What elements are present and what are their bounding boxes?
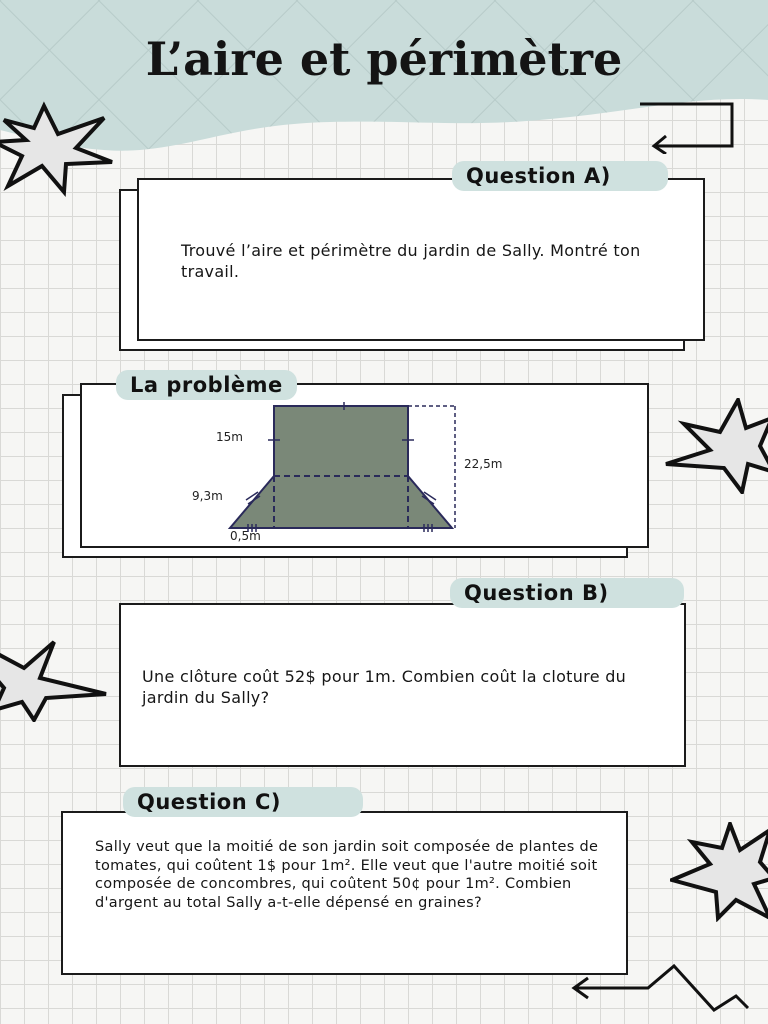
garden-diagram [180,400,540,546]
probleme-label: La problème [116,370,297,400]
starburst-icon [670,822,768,922]
question-a-label: Question A) [452,161,668,191]
starburst-icon [0,100,124,200]
page-title: L’aire et périmètre [145,32,623,86]
question-b-label: Question B) [450,578,684,608]
label-slant: 9,3m [192,489,223,503]
starburst-icon [0,638,112,722]
garden-shape [230,406,452,528]
question-b-text: Une clôture coût 52$ pour 1m. Combien coût la cloture du jardin du Sally? [142,667,627,707]
label-height: 22,5m [464,457,503,471]
question-c-label: Question C) [123,787,363,817]
starburst-icon [664,398,768,494]
label-bottom-offset: 0,5m [230,529,261,543]
label-top-side: 15m [216,430,243,444]
question-c-text: Sally veut que la moitié de son jardin soit composée de plantes de tomates, qui coûtent 1$ pour 1m². Elle veut que l'autre moitié soit composée de concombres, qui coûtent 50¢ pour 1m². Combien d'argent au total Sally a-t-elle dépensé en graines? [95,839,599,911]
question-a-text: Trouvé l’aire et périmètre du jardin de Sally. Montré ton travail. [181,241,641,281]
arrow-left-icon [640,100,740,154]
